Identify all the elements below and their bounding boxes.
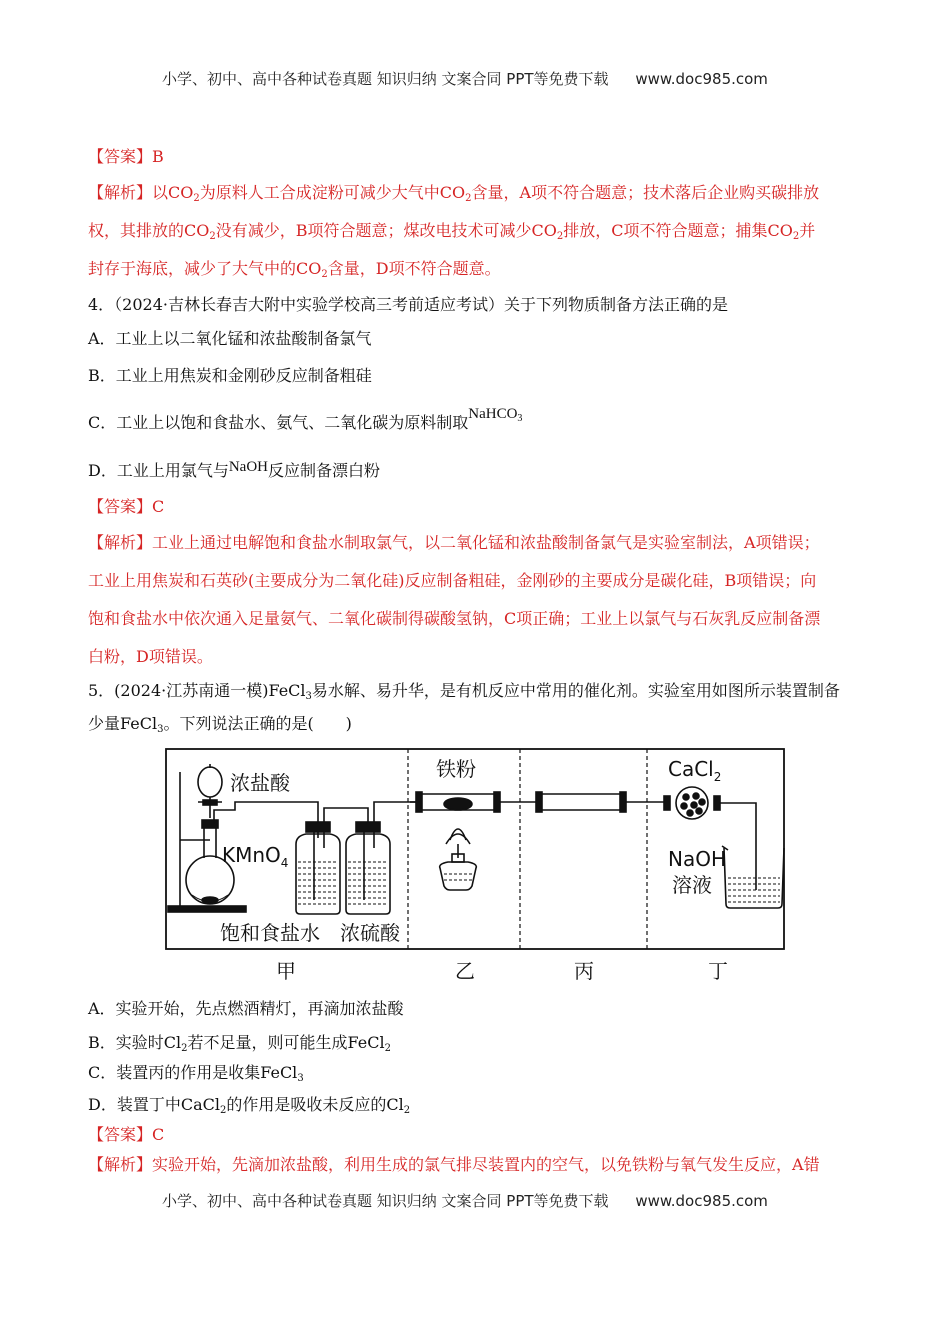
text: 实验开始，先滴加浓盐酸，利用生成的氯气排尽装置内的空气，以免铁粉与氧气发生反应，A错 bbox=[152, 1155, 820, 1174]
alcohol-lamp bbox=[440, 829, 477, 890]
analysis-label: 【解析】 bbox=[88, 183, 153, 202]
analysis-label: 【解析】 bbox=[88, 1155, 153, 1174]
q4-option-d bbox=[88, 460, 380, 483]
gas-tube bbox=[214, 802, 318, 838]
label-conc-hcl: 浓盐酸 bbox=[230, 771, 290, 795]
formula: NaOH bbox=[228, 459, 268, 475]
sub: 2 bbox=[181, 1043, 188, 1054]
q4-analysis-line-4: 白粉，D项错误。 bbox=[88, 647, 213, 666]
text: D．装置丁中CaCl bbox=[88, 1095, 220, 1114]
formula bbox=[468, 406, 522, 422]
apparatus-diagram bbox=[0, 740, 950, 990]
text: 排放，C项不符合题意；捕集CO bbox=[563, 221, 793, 240]
answer-value: C bbox=[152, 1125, 165, 1144]
label-bing: 丙 bbox=[574, 959, 594, 983]
sub: 2 bbox=[713, 770, 722, 784]
q5-stem-line-2 bbox=[88, 713, 352, 735]
q4-stem: 4．（2024·吉林长春吉大附中实验学校高三考前适应考试）关于下列物质制备方法正确的是 bbox=[88, 295, 728, 314]
q5-option-d bbox=[88, 1094, 410, 1116]
text: 工业上通过电解饱和食盐水制取氯气，以二氧化锰和浓盐酸制备氯气是实验室制法，A项错误； bbox=[152, 533, 820, 552]
text: 易水解、易升华，是有机反应中常用的催化剂。实验室用如图所示装置制备 bbox=[311, 681, 840, 700]
label-cacl2 bbox=[668, 757, 721, 784]
text: NaHCO bbox=[468, 406, 518, 422]
sub: 2 bbox=[792, 231, 800, 242]
header-site: www.doc985.com bbox=[635, 70, 768, 88]
analysis-label: 【解析】 bbox=[88, 533, 153, 552]
text: KMnO bbox=[222, 843, 281, 867]
label-conc-h2so4: 浓硫酸 bbox=[340, 921, 400, 945]
connector-tube bbox=[374, 802, 420, 822]
label-solution: 溶液 bbox=[672, 873, 712, 897]
text: 含量，A项不符合题意；技术落后企业购买碳排放 bbox=[471, 183, 820, 202]
page-footer bbox=[162, 1190, 768, 1212]
text: 若不足量，则可能生成FeCl bbox=[187, 1033, 385, 1052]
text: 少量FeCl bbox=[88, 714, 158, 733]
text: B．实验时Cl bbox=[88, 1033, 182, 1052]
q5-stem-line-1 bbox=[88, 680, 840, 702]
text: CaCl bbox=[668, 757, 714, 781]
text: 权，其排放的CO bbox=[88, 221, 210, 240]
q4-option-a: A．工业上以二氧化锰和浓盐酸制备氯气 bbox=[88, 329, 372, 348]
q5-analysis-line-1 bbox=[88, 1154, 820, 1176]
label-naoh: NaOH bbox=[668, 847, 726, 871]
q4-option-c bbox=[88, 406, 523, 435]
answer-label: 【答案】 bbox=[88, 497, 153, 516]
q3-analysis-line-1 bbox=[88, 182, 819, 204]
label-jia: 甲 bbox=[276, 959, 296, 983]
q4-analysis-line-3: 饱和食盐水中依次通入足量氨气、二氧化碳制得碳酸氢钠，C项正确；工业上以氯气与石灰乳反应制备漂 bbox=[88, 609, 821, 628]
text: 。下列说法正确的是( ) bbox=[163, 714, 352, 733]
sub: 2 bbox=[219, 1105, 227, 1116]
text: 含量，D项不符合题意。 bbox=[327, 259, 501, 278]
sub: 2 bbox=[556, 231, 564, 242]
sub: 2 bbox=[193, 193, 200, 204]
sub: 3 bbox=[517, 413, 523, 424]
sub: 3 bbox=[305, 691, 312, 702]
q4-option-b: B．工业上用焦炭和金刚砂反应制备粗硅 bbox=[88, 366, 372, 385]
label-ding: 丁 bbox=[708, 959, 728, 983]
text: 反应制备漂白粉 bbox=[268, 461, 381, 480]
answer-label: 【答案】 bbox=[88, 1125, 153, 1144]
q5-option-b bbox=[88, 1032, 391, 1054]
header-text: 小学、初中、高中各种试卷真题 知识归纳 文案合同 PPT等免费下载 bbox=[162, 70, 609, 88]
label-sat-nacl: 饱和食盐水 bbox=[220, 921, 320, 945]
q5-option-c bbox=[88, 1062, 304, 1084]
q3-answer bbox=[88, 146, 164, 168]
footer-site: www.doc985.com bbox=[635, 1192, 768, 1210]
q4-analysis-line-2: 工业上用焦炭和石英砂(主要成分为二氧化硅)反应制备粗硅，金刚砂的主要成分是碳化硅，B项错误；向 bbox=[88, 571, 817, 590]
q3-analysis-line-3 bbox=[88, 258, 501, 280]
text: 没有减少，B项符合题意；煤改电技术可减少CO bbox=[215, 221, 557, 240]
page-header bbox=[162, 68, 768, 90]
connector-tube bbox=[324, 808, 368, 822]
sub: 4 bbox=[280, 856, 289, 870]
q5-answer bbox=[88, 1124, 164, 1146]
label-kmno4 bbox=[222, 843, 288, 870]
beaker bbox=[722, 846, 784, 908]
footer-text: 小学、初中、高中各种试卷真题 知识归纳 文案合同 PPT等免费下载 bbox=[162, 1192, 609, 1210]
text: 的作用是吸收未反应的Cl bbox=[226, 1095, 404, 1114]
text: C．工业上以饱和食盐水、氨气、二氧化碳为原料制取 bbox=[88, 413, 469, 432]
q5-option-a: A．实验开始，先点燃酒精灯，再滴加浓盐酸 bbox=[88, 999, 404, 1018]
sub: 2 bbox=[321, 269, 328, 280]
text: 5．(2024·江苏南通一模)FeCl bbox=[88, 681, 306, 700]
label-yi: 乙 bbox=[455, 959, 475, 983]
text: D．工业上用氯气与 bbox=[88, 461, 229, 480]
q4-answer bbox=[88, 496, 164, 518]
q4-analysis-line-1 bbox=[88, 532, 820, 554]
sub: 2 bbox=[403, 1105, 411, 1116]
collection-tube bbox=[536, 792, 668, 812]
answer-value: B bbox=[152, 147, 164, 166]
washing-bottle-2 bbox=[346, 822, 390, 914]
text: 封存于海底，减少了大气中的CO bbox=[88, 259, 322, 278]
answer-label: 【答案】 bbox=[88, 147, 153, 166]
label-iron: 铁粉 bbox=[436, 757, 476, 781]
text: 为原料人工合成淀粉可减少大气中CO bbox=[199, 183, 466, 202]
sub: 3 bbox=[157, 724, 164, 735]
text: 以CO bbox=[152, 183, 194, 202]
sub: 2 bbox=[465, 193, 472, 204]
text: 并 bbox=[799, 221, 816, 240]
text: C．装置丙的作用是收集FeCl bbox=[88, 1063, 298, 1082]
sub: 2 bbox=[209, 231, 216, 242]
sub: 2 bbox=[384, 1043, 391, 1054]
sub: 3 bbox=[297, 1073, 304, 1084]
answer-value: C bbox=[152, 497, 165, 516]
q3-analysis-line-2 bbox=[88, 220, 815, 242]
